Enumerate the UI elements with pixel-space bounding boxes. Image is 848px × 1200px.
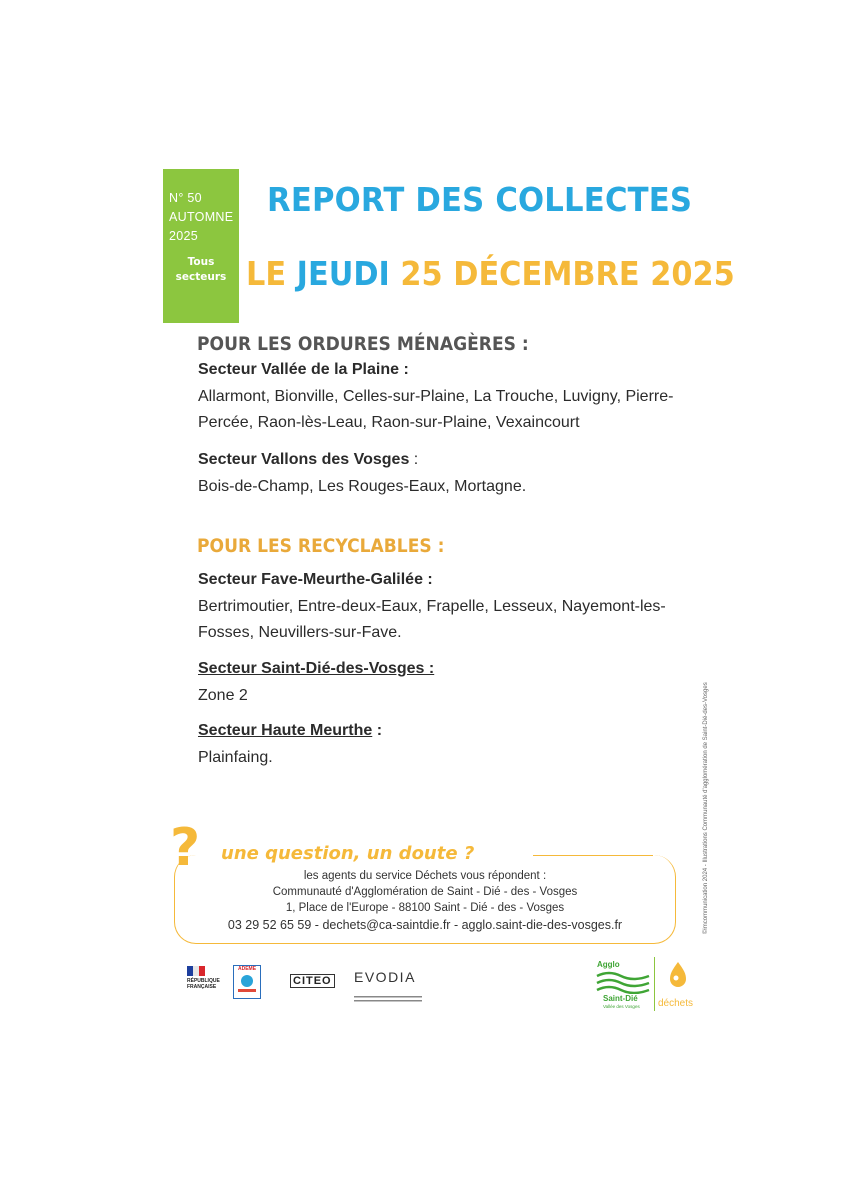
communes-line: Zone 2 bbox=[198, 687, 248, 704]
page-date bbox=[246, 254, 735, 293]
communes-line: Allarmont, Bionville, Celles-sur-Plaine, La Trouche, Luvigny, Pierre- bbox=[198, 388, 674, 405]
issue-sectors-line1: Tous bbox=[187, 256, 215, 268]
sector-vallee-plaine-communes bbox=[198, 384, 673, 436]
sector-vallons-vosges-title bbox=[198, 451, 418, 469]
communes-line: Bertrimoutier, Entre-deux-Eaux, Frapelle, Lesseux, Nayemont-les- bbox=[198, 598, 666, 615]
dechets-logo bbox=[667, 960, 689, 990]
sector-suffix: : bbox=[372, 722, 383, 739]
recyclables-heading: POUR LES RECYCLABLES : bbox=[197, 535, 445, 557]
date-day: JEUDI bbox=[296, 254, 390, 293]
agglo-sub-text: Vallée des Vosges bbox=[603, 1004, 640, 1009]
dechets-text: déchets bbox=[658, 998, 694, 1009]
sector-haute-meurthe-title bbox=[198, 722, 382, 740]
sector-name: Secteur Haute Meurthe bbox=[198, 722, 373, 739]
issue-year: 2025 bbox=[169, 229, 199, 243]
question-line2: Communauté d'Agglomération de Saint - Dié - des - Vosges bbox=[272, 886, 578, 898]
credit-text: ©imcommunication 2024 - Illustrations Communauté d'agglomération de Saint-Dié-des-Vosges bbox=[703, 682, 709, 934]
agglo-saint-die-logo bbox=[595, 960, 651, 1012]
ademe-logo bbox=[233, 965, 261, 999]
agglo-waves-icon bbox=[595, 970, 651, 994]
issue-number: N° 50 bbox=[169, 191, 202, 205]
issue-season: AUTOMNE bbox=[169, 210, 234, 224]
issue-sectors-line2: secteurs bbox=[175, 271, 227, 283]
question-contact: 03 29 52 65 59 - dechets@ca-saintdie.fr - agglo.saint-die-des-vosges.fr bbox=[227, 918, 623, 932]
evodia-subtitle-lines bbox=[354, 988, 424, 996]
republique-text: RÉPUBLIQUE FRANÇAISE bbox=[187, 978, 220, 990]
date-prefix: LE bbox=[246, 254, 297, 293]
communes-line: Percée, Raon-lès-Leau, Raon-sur-Plaine, Vexaincourt bbox=[198, 414, 580, 431]
sector-haute-meurthe-communes bbox=[198, 745, 273, 771]
sector-vallons-vosges-communes bbox=[198, 474, 526, 500]
issue-tag bbox=[163, 169, 239, 323]
sector-fave-meurthe-title: Secteur Fave-Meurthe-Galilée : bbox=[198, 571, 433, 588]
marianne-icon bbox=[187, 966, 227, 978]
republique-francaise-logo bbox=[187, 966, 227, 1000]
communes-line: Bois-de-Champ, Les Rouges-Eaux, Mortagne. bbox=[198, 478, 527, 495]
question-line1: les agents du service Déchets vous répondent : bbox=[303, 870, 547, 882]
agglo-top-text: Agglo bbox=[597, 960, 620, 969]
ordures-heading: POUR LES ORDURES MÉNAGÈRES : bbox=[197, 333, 529, 355]
ademe-text: ADEME bbox=[237, 966, 257, 972]
evodia-subtitle-icon bbox=[354, 995, 424, 1003]
sector-suffix: : bbox=[409, 451, 419, 468]
ademe-icon bbox=[234, 972, 260, 994]
agglo-name-text: Saint-Dié bbox=[603, 994, 638, 1003]
page-title: REPORT DES COLLECTES bbox=[267, 180, 693, 219]
logo-divider bbox=[654, 957, 655, 1011]
communes-line: Fosses, Neuvillers-sur-Fave. bbox=[198, 624, 402, 641]
question-mark-icon: ? bbox=[170, 818, 201, 878]
citeo-logo: CITEO bbox=[290, 974, 335, 988]
sector-saint-die-communes bbox=[198, 683, 248, 709]
communes-line: Plainfaing. bbox=[198, 749, 273, 766]
question-box-top-line bbox=[533, 855, 653, 856]
question-line3: 1, Place de l'Europe - 88100 Saint - Dié - des - Vosges bbox=[285, 902, 565, 914]
issue-sectors bbox=[169, 255, 233, 285]
dechets-drop-icon bbox=[667, 960, 689, 990]
sector-saint-die-title: Secteur Saint-Dié-des-Vosges : bbox=[198, 660, 435, 677]
sector-vallee-plaine-title: Secteur Vallée de la Plaine : bbox=[198, 361, 409, 378]
sector-fave-meurthe-communes bbox=[198, 594, 666, 646]
sector-name: Secteur Vallons des Vosges bbox=[198, 451, 410, 468]
date-value: 25 DÉCEMBRE 2025 bbox=[389, 254, 735, 293]
evodia-logo: EVODIA bbox=[354, 969, 416, 985]
question-title: une question, un doute ? bbox=[221, 843, 475, 864]
